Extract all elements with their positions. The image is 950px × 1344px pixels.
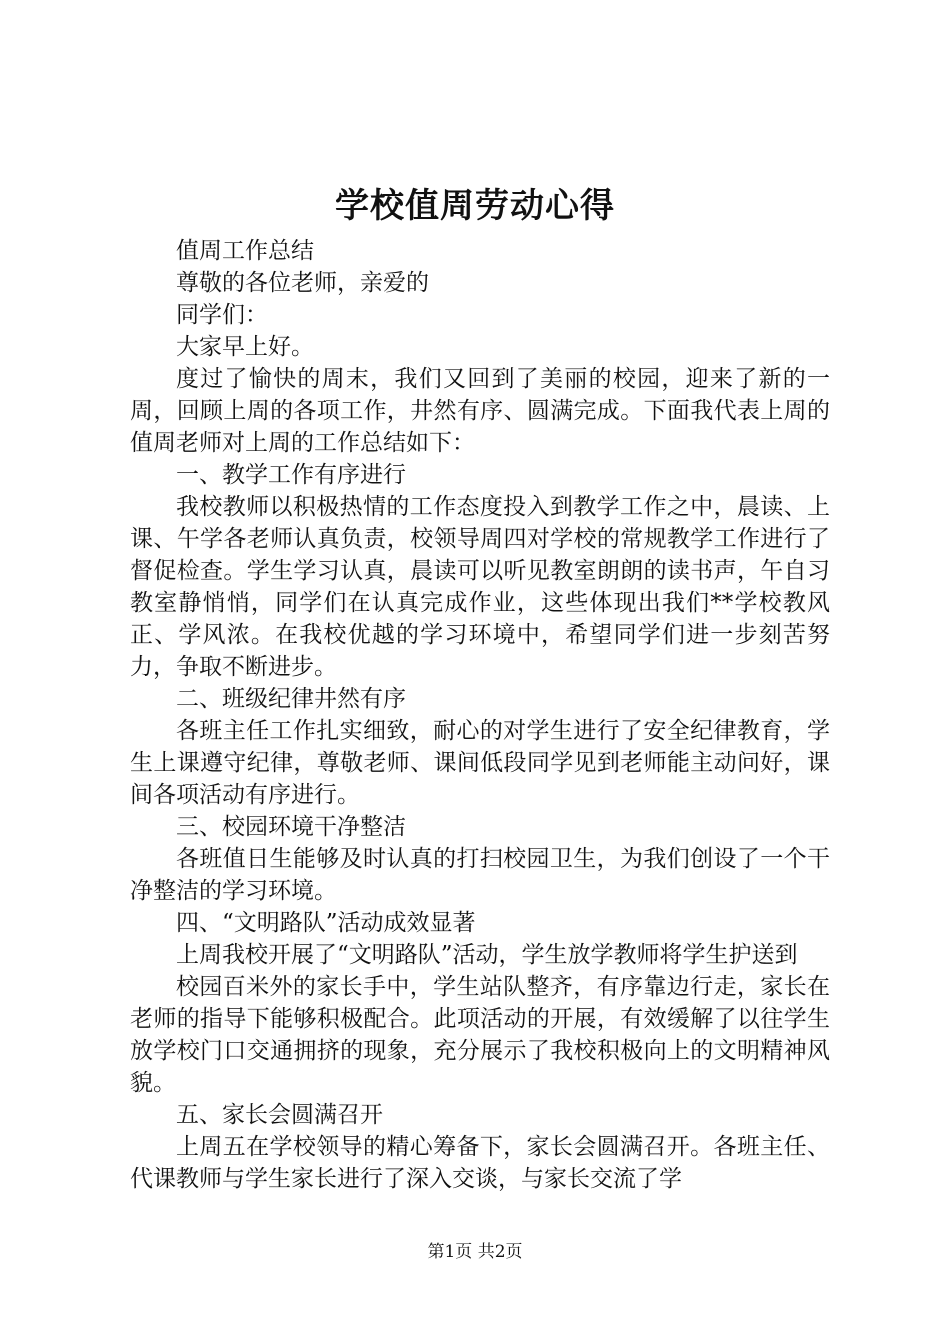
document-title: 学校值周劳动心得: [335, 186, 615, 226]
paragraph-good-morning: 大家早上好。: [176, 334, 314, 360]
paragraph-discipline: 各班主任工作扎实细致，耐心的对学生进行了安全纪律教育，学生上课遵守纪律，尊敬老师、课间低段同学见到老师能主动问好，课间各项活动有序进行。: [130, 718, 830, 808]
paragraph-summary-heading: 值周工作总结: [176, 238, 314, 264]
paragraph-environment: 各班值日生能够及时认真的打扫校园卫生，为我们创设了一个干净整洁的学习环境。: [130, 846, 830, 904]
section-heading-parent-meeting: 五、家长会圆满召开: [176, 1102, 383, 1128]
document-body: [130, 235, 830, 1195]
paragraph-greeting-teachers: 尊敬的各位老师，亲爱的: [176, 270, 429, 296]
paragraph-road-team-2: 校园百米外的家长手中，学生站队整齐，有序靠边行走，家长在老师的指导下能够积极配合。此项活动的开展，有效缓解了以往学生放学校门口交通拥挤的现象，充分展示了我校积极向上的文明精神风貌。: [130, 974, 830, 1096]
section-heading-environment: 三、校园环境干净整洁: [176, 814, 406, 840]
paragraph-teaching: 我校教师以积极热情的工作态度投入到教学工作之中，晨读、上课、午学各老师认真负责，校领导周四对学校的常规教学工作进行了督促检查。学生学习认真，晨读可以听见教室朗朗的读书声，午自习教室静悄悄，同学们在认真完成作业，这些体现出我们**学校教风正、学风浓。在我校优越的学习环境中，希望同学们进一步刻苦努力，争取不断进步。: [130, 494, 830, 680]
section-heading-road-team: 四、“文明路队”活动成效显著: [176, 910, 476, 936]
section-heading-teaching: 一、教学工作有序进行: [176, 462, 406, 488]
paragraph-intro: 度过了愉快的周末，我们又回到了美丽的校园，迎来了新的一周，回顾上周的各项工作，井然有序、圆满完成。下面我代表上周的值周老师对上周的工作总结如下：: [130, 366, 830, 456]
page-number-footer: 第1页 共2页: [427, 1242, 523, 1262]
paragraph-parent-meeting: 上周五在学校领导的精心筹备下，家长会圆满召开。各班主任、代课教师与学生家长进行了深入交谈，与家长交流了学: [130, 1134, 830, 1192]
paragraph-greeting-students: 同学们：: [176, 302, 268, 328]
paragraph-road-team-1: 上周我校开展了“文明路队”活动，学生放学教师将学生护送到: [176, 942, 798, 968]
section-heading-discipline: 二、班级纪律井然有序: [176, 686, 406, 712]
